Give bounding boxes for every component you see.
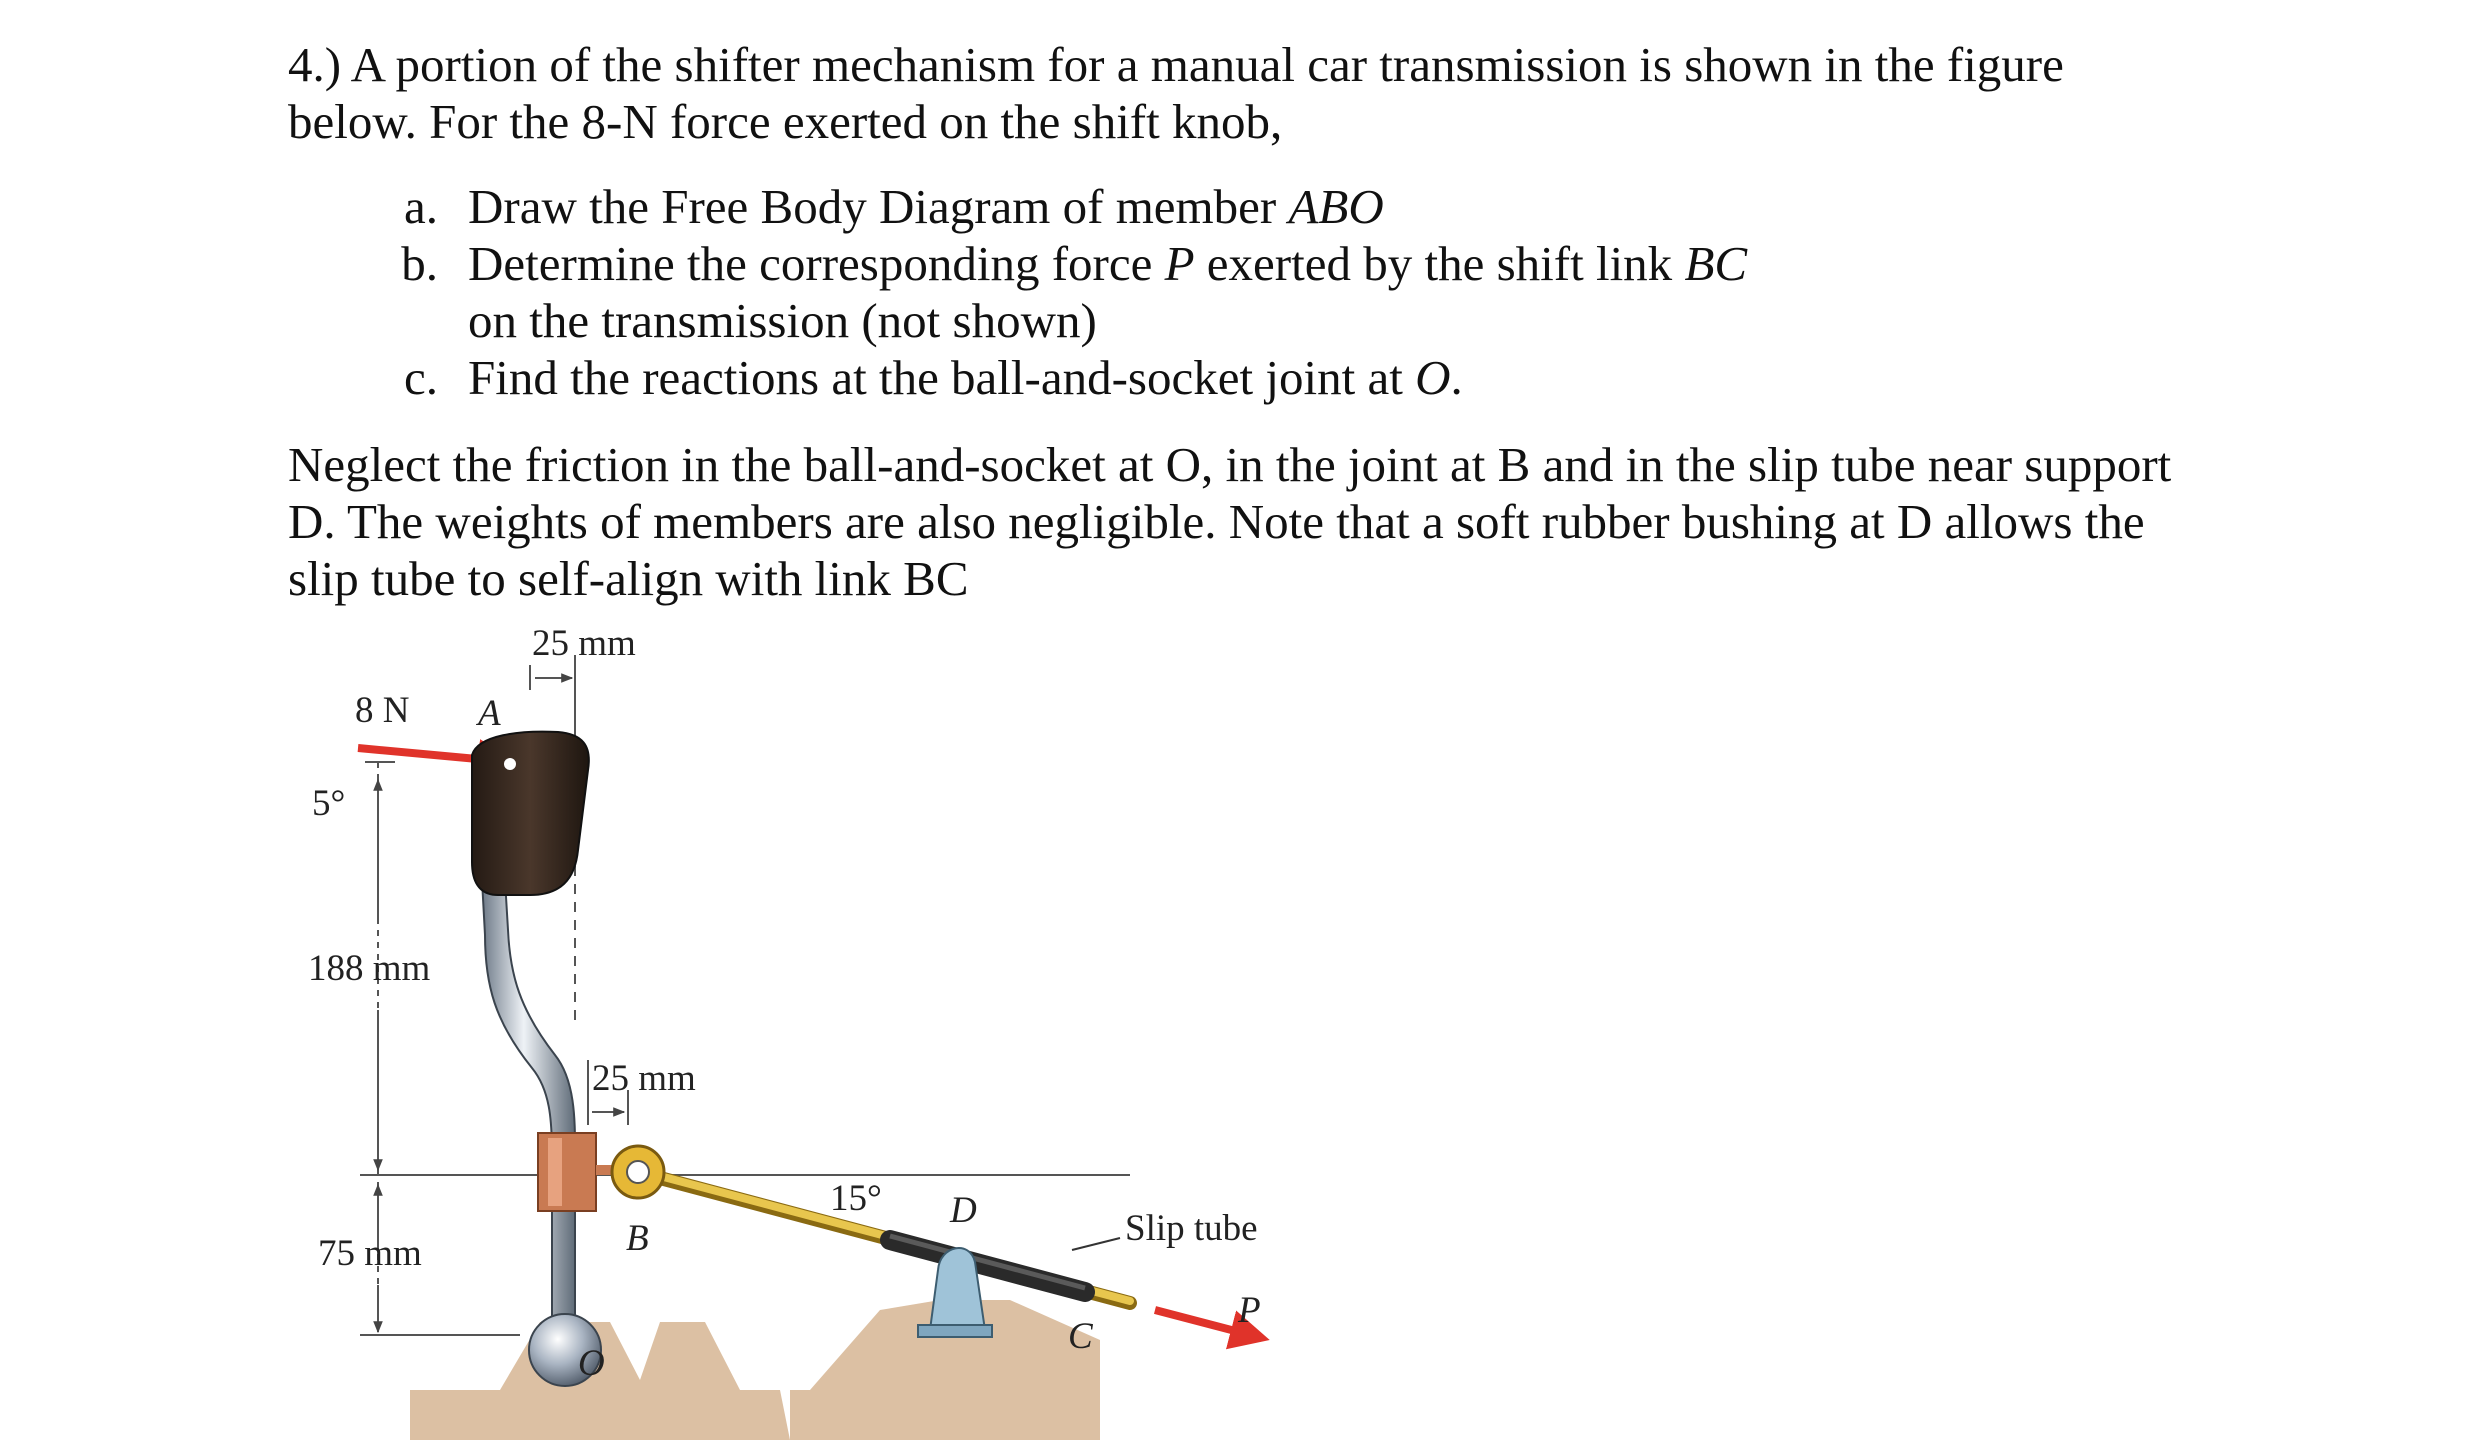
- part-b-text2: exerted by the shift link: [1194, 236, 1685, 291]
- label-angle-force: 5°: [312, 783, 346, 824]
- shift-lever: [482, 880, 575, 1340]
- note-line-3: slip tube to self-align with link BC: [288, 551, 969, 606]
- slip-tube-highlight: [890, 1236, 1085, 1288]
- point-a-marker: [504, 758, 516, 770]
- note-line-1: Neglect the friction in the ball-and-socket at O, in the joint at B and in the slip tube near support: [288, 437, 2172, 492]
- label-point-a: A: [478, 693, 501, 734]
- part-c: [350, 349, 1747, 406]
- support-d-base: [918, 1325, 992, 1337]
- label-angle-link: 15°: [830, 1178, 882, 1219]
- label-point-c: C: [1068, 1316, 1093, 1357]
- part-c-period: .: [1450, 350, 1463, 405]
- problem-note: [288, 436, 2171, 607]
- slip-tube: [890, 1240, 1085, 1292]
- label-force: 8 N: [355, 690, 410, 731]
- part-c-text: Find the reactions at the ball-and-socket joint at: [468, 350, 1416, 405]
- part-a-member: ABO: [1288, 179, 1384, 234]
- shifter-figure: [0, 600, 2472, 1442]
- part-c-letter: c.: [404, 350, 438, 405]
- lever-collar: [538, 1133, 596, 1211]
- note-line-2: D. The weights of members are also negligible. Note that a soft rubber bushing at D allows the: [288, 494, 2145, 549]
- label-force-p: P: [1238, 1290, 1261, 1331]
- label-top-offset: 25 mm: [532, 623, 636, 664]
- label-height-upper: 188 mm: [308, 948, 431, 989]
- collar-highlight: [548, 1138, 562, 1206]
- part-a-text: Draw the Free Body Diagram of member: [468, 179, 1289, 234]
- label-height-lower: 75 mm: [318, 1233, 422, 1274]
- part-a: [350, 178, 1747, 235]
- part-b-force: P: [1164, 236, 1195, 291]
- part-a-letter: a.: [404, 179, 438, 234]
- intro-line-1: 4.) A portion of the shifter mechanism for a manual car transmission is shown in the figure: [288, 37, 2064, 92]
- joint-b-pin: [627, 1161, 649, 1183]
- label-point-b: B: [626, 1218, 649, 1259]
- label-point-d: D: [950, 1190, 977, 1231]
- part-b-link: BC: [1684, 236, 1748, 291]
- intro-line-2: below. For the 8-N force exerted on the shift knob,: [288, 94, 1283, 149]
- part-b-line2: on the transmission (not shown): [468, 293, 1097, 348]
- part-b-letter: b.: [401, 236, 438, 291]
- question-parts: [350, 178, 1747, 406]
- problem-intro: [288, 36, 2288, 150]
- label-slip-tube: Slip tube: [1125, 1208, 1258, 1249]
- part-b: [350, 235, 1747, 349]
- shift-knob: [472, 732, 589, 895]
- part-b-text: Determine the corresponding force: [468, 236, 1165, 291]
- part-c-point: O: [1415, 350, 1451, 405]
- slip-tube-leader: [1072, 1238, 1120, 1250]
- label-point-o: O: [578, 1343, 605, 1384]
- label-mid-offset: 25 mm: [592, 1058, 696, 1099]
